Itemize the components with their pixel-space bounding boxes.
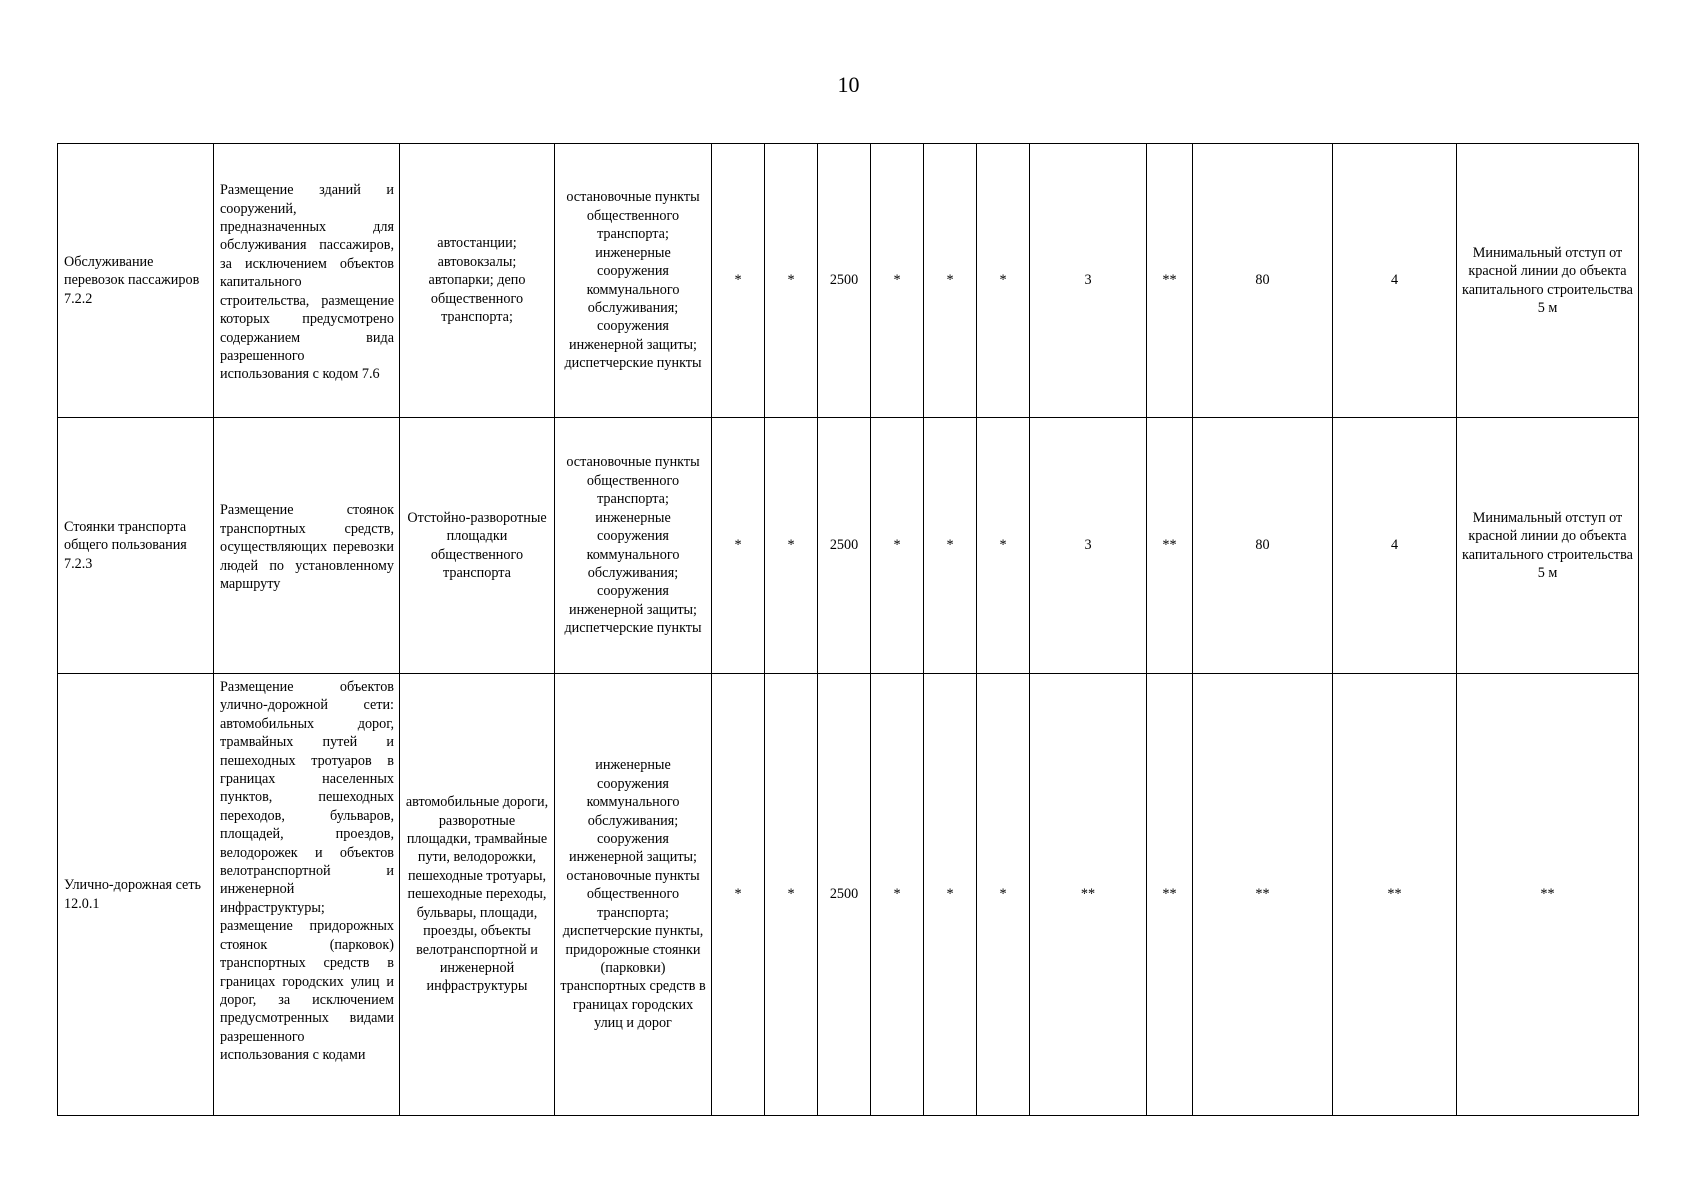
- auxiliary-objects: остановочные пункты общественного транспорта; инженерные сооружения коммунального обслуживания; сооружения инженерной защиты; диспетчерские пункты: [555, 418, 712, 674]
- auxiliary-objects: инженерные сооружения коммунального обслуживания; сооружения инженерной защиты; остановочные пункты общественного транспорта; диспетчерские пункты, придорожные стоянки (парковки) транспортных средств в границах городских улиц и дорог: [555, 674, 712, 1116]
- param-cell: *: [977, 674, 1030, 1116]
- main-objects: автомобильные дороги, разворотные площадки, трамвайные пути, велодорожки, пешеходные тротуары, пешеходные переходы, бульвары, площади, проезды, объекты велотранспортной и инженерной инфраструктуры: [400, 674, 555, 1116]
- notes-cell: Минимальный отступ от красной линии до объекта капитального строительства 5 м: [1457, 144, 1639, 418]
- param-cell: 3: [1030, 144, 1147, 418]
- table-row: [58, 418, 1639, 674]
- param-cell: *: [871, 144, 924, 418]
- param-cell: *: [765, 674, 818, 1116]
- notes-cell: Минимальный отступ от красной линии до объекта капитального строительства 5 м: [1457, 418, 1639, 674]
- param-cell: 3: [1030, 418, 1147, 674]
- param-cell: *: [765, 418, 818, 674]
- use-type-description: Размещение зданий и сооружений, предназначенных для обслуживания пассажиров, за исключением объектов капитального строительства, размещение которых предусмотрено содержанием вида разрешенного использования с кодом 7.6: [214, 144, 400, 418]
- table-row: [58, 144, 1639, 418]
- param-cell: **: [1193, 674, 1333, 1116]
- land-use-regulations-table: [57, 143, 1639, 1116]
- param-cell: *: [765, 144, 818, 418]
- param-cell: *: [977, 418, 1030, 674]
- param-cell: *: [977, 144, 1030, 418]
- use-type-name: Обслуживание перевозок пассажиров 7.2.2: [58, 144, 214, 418]
- main-objects: Отстойно-разворотные площадки общественного транспорта: [400, 418, 555, 674]
- use-type-description: Размещение объектов улично-дорожной сети: автомобильных дорог, трамвайных путей и пешеходных тротуаров в границах населенных пунктов, пешеходных переходов, бульваров, площадей, проездов, велодорожек и объектов велотранспортной и инженерной инфраструктуры; размещение придорожных стоянок (парковок) транспортных средств в границах городских улиц и дорог, за исключением предусмотренных видами разрешенного использования с кодами: [214, 674, 400, 1116]
- param-cell: 2500: [818, 674, 871, 1116]
- param-cell: *: [712, 674, 765, 1116]
- table-row: [58, 674, 1639, 1116]
- param-cell: **: [1333, 674, 1457, 1116]
- param-cell: *: [924, 418, 977, 674]
- main-objects: автостанции; автовокзалы; автопарки; депо общественного транспорта;: [400, 144, 555, 418]
- param-cell: *: [871, 674, 924, 1116]
- param-cell: *: [712, 418, 765, 674]
- param-cell: **: [1147, 674, 1193, 1116]
- use-type-description: Размещение стоянок транспортных средств, осуществляющих перевозки людей по установленному маршруту: [214, 418, 400, 674]
- param-cell: **: [1147, 418, 1193, 674]
- param-cell: 4: [1333, 144, 1457, 418]
- page-number: 10: [837, 72, 860, 97]
- param-cell: *: [712, 144, 765, 418]
- param-cell: 2500: [818, 418, 871, 674]
- param-cell: **: [1147, 144, 1193, 418]
- param-cell: 80: [1193, 144, 1333, 418]
- notes-cell: **: [1457, 674, 1639, 1116]
- param-cell: 2500: [818, 144, 871, 418]
- use-type-name: Стоянки транспорта общего пользования 7.2.3: [58, 418, 214, 674]
- param-cell: 80: [1193, 418, 1333, 674]
- use-type-name: Улично-дорожная сеть 12.0.1: [58, 674, 214, 1116]
- param-cell: *: [924, 144, 977, 418]
- auxiliary-objects: остановочные пункты общественного транспорта; инженерные сооружения коммунального обслуживания; сооружения инженерной защиты; диспетчерские пункты: [555, 144, 712, 418]
- param-cell: 4: [1333, 418, 1457, 674]
- param-cell: *: [871, 418, 924, 674]
- param-cell: *: [924, 674, 977, 1116]
- param-cell: **: [1030, 674, 1147, 1116]
